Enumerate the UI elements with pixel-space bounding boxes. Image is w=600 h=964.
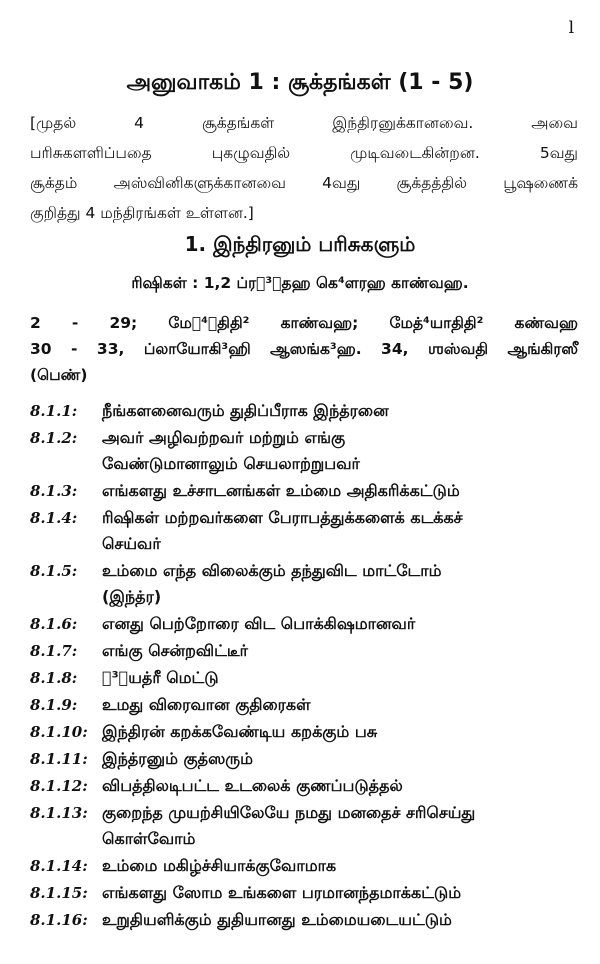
verse-row	[30, 638, 578, 664]
verse-row	[30, 800, 578, 852]
verse-number: 8.1.16:	[30, 911, 88, 929]
verse-number: 8.1.13:	[30, 804, 88, 822]
verse-row	[30, 692, 578, 718]
verse-line: குறைந்த முயற்சியிலேயே நமது மனதைச் சரிசெய்து	[102, 803, 476, 822]
verse-number: 8.1.2:	[30, 429, 78, 447]
verse-line: எனது பெற்றோரை விட பொக்கிஷமானவர்	[102, 614, 416, 633]
verse-text	[102, 611, 578, 637]
intro-line: சூக்தம் அஸ்வினிகளுக்கானவை 4வது சூக்தத்தில் பூஷணைக்	[30, 174, 578, 192]
verse-row	[30, 665, 578, 691]
verse-number: 8.1.3:	[30, 482, 78, 500]
verse-line: (இந்த்ர)	[102, 587, 162, 606]
intro-paragraph	[30, 108, 578, 228]
verse-text	[102, 692, 578, 718]
verse-text	[102, 478, 578, 504]
verse-text	[102, 505, 578, 557]
verse-number: 8.1.8:	[30, 669, 78, 687]
verse-line: எங்களது உச்சாடனங்கள் உம்மை அதிகரிக்கட்டும்	[102, 481, 460, 500]
verse-line: இந்திரன் கறக்கவேண்டிய கறக்கும் பசு	[102, 722, 378, 741]
verse-number: 8.1.6:	[30, 615, 78, 633]
verse-row	[30, 719, 578, 745]
intro-line: பரிசுகளளிப்பதை புகழுவதில் முடிவடைகின்றன. 5வது	[30, 144, 578, 162]
verse-line: நீங்களனைவரும் துதிப்பீராக இந்த்ரனை	[102, 401, 389, 420]
verse-list	[30, 398, 578, 934]
verse-text	[102, 907, 578, 933]
verse-row	[30, 907, 578, 933]
verse-row	[30, 853, 578, 879]
verse-line: கொள்வோம்	[102, 829, 196, 848]
verse-line: உம்மை மகிழ்ச்சியாக்குவோமாக	[102, 856, 337, 875]
verse-row	[30, 398, 578, 424]
verse-text	[102, 425, 578, 477]
verse-line: எங்களது ஸோம உங்களை பரமானந்தமாக்கட்டும்	[102, 883, 462, 902]
verse-line: ரிஷிகள் மற்றவர்களை பேராபத்துக்களைக் கடக்கச்	[102, 508, 463, 527]
verse-line: க³ாயத்ரீ மெட்டு	[102, 668, 219, 687]
meta-line: (பெண்)	[30, 366, 88, 384]
verse-line: எங்கு சென்றவிட்டீர்	[102, 641, 248, 660]
verse-number: 8.1.12:	[30, 777, 88, 795]
verse-text	[102, 746, 578, 772]
rishis-line: ரிஷிகள் : 1,2 ப்ரக³ாதஹ கெ⁴ளரஹ காண்வஹ.	[131, 274, 469, 292]
verse-number: 8.1.15:	[30, 884, 88, 902]
verse-number: 8.1.11:	[30, 750, 88, 768]
verse-line: உறுதியளிக்கும் துதியானது உம்மையடையட்டும்	[102, 910, 452, 929]
meta-line: 2 - 29; மேத⁴ாதிதி² காண்வஹ; மேத்⁴யாதிதி² கண்வஹ	[30, 314, 578, 332]
verse-text	[102, 558, 578, 610]
page-title: அனுவாகம் 1 : சூக்தங்கள் (1 - 5)	[126, 70, 474, 95]
verse-text	[102, 880, 578, 906]
verse-row	[30, 746, 578, 772]
verse-row	[30, 505, 578, 557]
verse-text	[102, 800, 578, 852]
verse-text	[102, 638, 578, 664]
intro-line: குறித்து 4 மந்திரங்கள் உள்ளன.]	[30, 204, 254, 222]
verse-number: 8.1.7:	[30, 642, 78, 660]
verse-number: 8.1.5:	[30, 562, 78, 580]
section-title: 1. இந்திரனும் பரிசுகளும்	[184, 232, 416, 256]
verse-row	[30, 773, 578, 799]
verse-row	[30, 478, 578, 504]
meta-line: 30 - 33, ப்லாயோகி³ஹி ஆஸங்க³ஹ. 34, ஶஸ்வதி ஆங்கிரஸீ	[30, 340, 578, 358]
page-number: l	[568, 18, 574, 38]
verse-text	[102, 398, 578, 424]
verse-number: 8.1.10:	[30, 723, 88, 741]
verse-row	[30, 558, 578, 610]
verse-number: 8.1.4:	[30, 509, 78, 527]
verse-line: வேண்டுமானாலும் செயலாற்றுபவர்	[102, 454, 360, 473]
intro-line: [முதல் 4 சூக்தங்கள் இந்திரனுக்கானவை. அவை	[30, 114, 578, 132]
verse-row	[30, 880, 578, 906]
verse-line: உமது விரைவான குதிரைகள்	[102, 695, 311, 714]
verse-line: இந்த்ரனும் குத்ஸரும்	[102, 749, 253, 768]
verse-text	[102, 853, 578, 879]
verse-line: அவர் அழிவற்றவர் மற்றும் எங்கு	[102, 428, 346, 447]
verse-line: செய்வர்	[102, 534, 161, 553]
meta-paragraph	[30, 310, 578, 388]
verse-text	[102, 773, 578, 799]
verse-row	[30, 425, 578, 477]
verse-number: 8.1.1:	[30, 402, 78, 420]
verse-number: 8.1.14:	[30, 857, 88, 875]
verse-text	[102, 665, 578, 691]
verse-line: உம்மை எந்த விலைக்கும் தந்துவிட மாட்டோம்	[102, 561, 442, 580]
verse-row	[30, 611, 578, 637]
verse-line: விபத்திலடிபட்ட உடலைக் குணப்படுத்தல்	[102, 776, 403, 795]
verse-text	[102, 719, 578, 745]
verse-number: 8.1.9:	[30, 696, 78, 714]
